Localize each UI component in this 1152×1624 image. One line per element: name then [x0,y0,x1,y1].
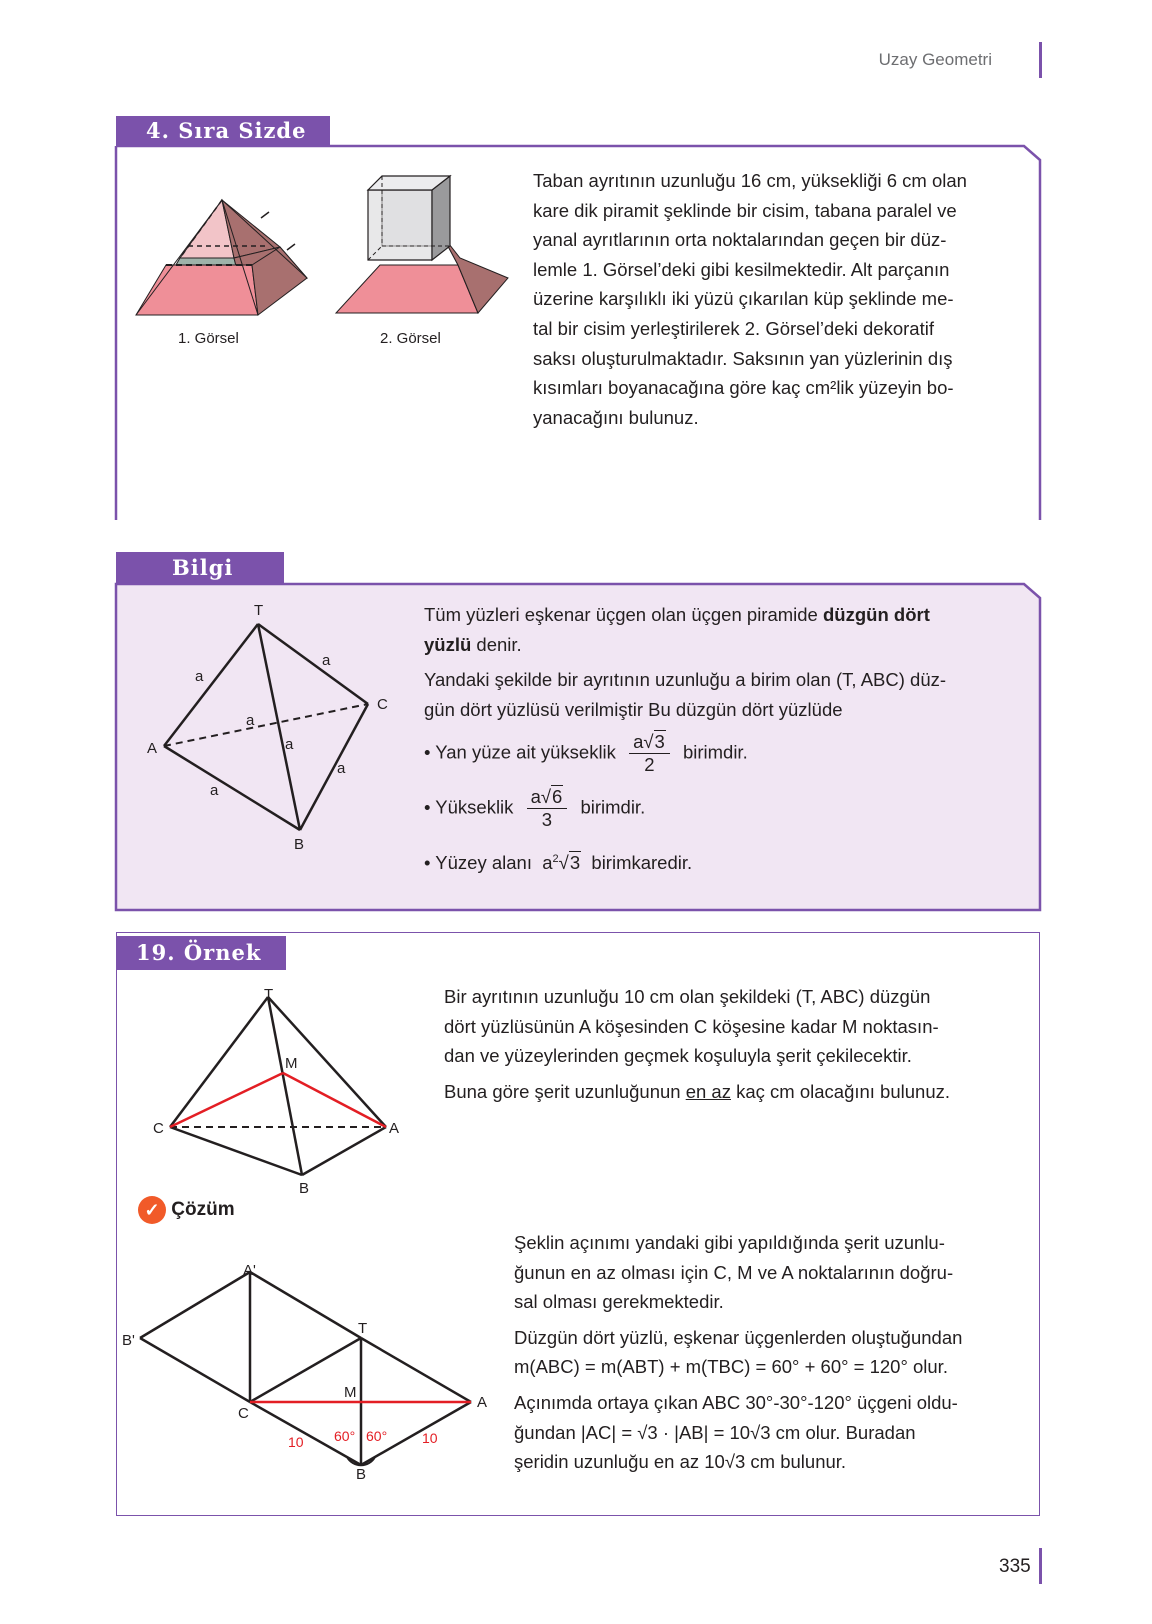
bullet-text: • Yüzey alanı [424,852,532,873]
solution-line: sal olması gerekmektedir. [514,1291,724,1313]
edge-label: a [210,782,219,799]
edge-label: a [285,736,294,753]
bullet-lateral-height [424,731,748,776]
text-line: üzerine karşılıklı iki yüzü çıkarılan küp şeklinde me- [533,288,954,310]
question-underlined: en az [685,1080,731,1102]
text-line: Taban ayrıtının uzunluğu 16 cm, yüksekliği 6 cm olan [533,170,967,191]
vertex-label-c: C [377,696,388,713]
vertex-label-a: A [389,1120,400,1137]
angle-equation: m(ABC) = m(ABT) + m(TBC) = 60° + 60° = 120° olur. [514,1356,948,1378]
bullet-surface-area: • Yüzey alanı $a^2√3$ birimkaredir. [424,852,693,873]
edge-length-label: 10 [288,1434,304,1450]
sqrt-radicand: 6 [552,786,563,807]
vertex-label-t: T [264,986,274,1003]
solution-line: Düzgün dört yüzlü, eşkenar üçgenlerden oluştuğundan [514,1326,963,1348]
bullet-text: • Yükseklik [424,796,514,818]
info-tab: Bilgi [116,552,284,584]
caption-figure-1: 1. Görsel [178,330,239,347]
bullet-height [424,786,645,831]
fraction-part: a [530,786,541,807]
solution-line: ğunun en az olması için C, M ve A noktalarının doğru- [514,1261,954,1283]
net-label-b-prime: B' [122,1332,135,1349]
info-text-span: Tüm yüzleri eşkenar üçgen olan üçgen piramide [424,604,823,625]
text-line: kısımları boyanacağına göre kaç cm²lik yüzeyin bo- [533,377,954,399]
text-line: kare dik piramit şeklinde bir cisim, tabana paralel ve [533,199,957,221]
text-line: yanacağını bulunuz. [533,406,699,428]
example-text [444,982,1016,1106]
info-line: Yandaki şekilde bir ayrıtının uzunluğu a birim olan (T, ABC) düz- [424,669,947,691]
footer-bar [1039,1548,1042,1584]
fraction: $\frac{a√3}{2}$ [629,731,670,776]
text-line: yanal ayrıtlarının orta noktalarından geçen bir düz- [533,229,947,251]
solution-line: Açınımda ortaya çıkan ABC 30°-30°-120° üçgeni oldu- [514,1391,958,1413]
pyramid-figure-1 [130,190,315,320]
net-label-m: M [344,1384,357,1401]
bullet-text: birimdir. [580,796,646,818]
solution-title: Çözüm [171,1199,235,1221]
page-number: 335 [999,1556,1031,1577]
info-line: gün dört yüzlüsü verilmiştir Bu düzgün dört yüzlüde [424,698,843,720]
fraction-den: 3 [541,809,553,830]
activity-tab: 4. Sıra Sizde [116,116,330,146]
example-line: dört yüzlüsünün A köşesinden C köşesine kadar M noktasın- [444,1015,939,1037]
tetrahedron-info-figure [140,600,400,860]
vertex-label-b: B [294,836,305,853]
text-line: lemle 1. Görsel’deki gibi kesilmektedir. Alt parçanın [533,258,950,280]
exponent: 2 [552,852,559,865]
example-tab: 19. Örnek [116,936,286,970]
net-label-t: T [358,1320,368,1337]
vertex-label-c: C [153,1120,164,1137]
solution-line: Şeklin açınımı yandaki gibi yapıldığında şerit uzunlu- [514,1232,945,1253]
net-label-a: A [477,1394,488,1411]
fraction-part: a [633,731,644,752]
angle-label: 60° [334,1428,356,1444]
formula-part: a [542,852,553,873]
example-line: Bir ayrıtının uzunluğu 10 cm olan şekildeki (T, ABC) düzgün [444,986,931,1007]
solution-header [138,1196,235,1224]
bullet-text: birimdir. [682,741,748,763]
angle-label: 60° [366,1428,388,1444]
bullet-text: • Yan yüze ait yükseklik [424,741,616,763]
edge-label: a [246,712,255,729]
fraction: $\frac{a√6}{3}$ [527,786,568,831]
text-line: saksı oluşturulmaktadır. Saksının yan yüzlerinin dış [533,347,953,369]
text-line: tal bir cisim yerleştirilerek 2. Görsel’deki dekoratif [533,317,934,339]
question-text: Buna göre şerit uzunluğunun [444,1080,686,1102]
info-bold-term: yüzlü [424,633,472,655]
info-text-span: denir. [471,633,522,655]
net-label-b: B [356,1466,367,1483]
vertex-label-a: A [147,740,158,757]
edge-label: a [322,652,331,669]
check-icon: ✓ [138,1196,166,1224]
vertex-label-b: B [299,1180,310,1197]
net-label-a-prime: A' [243,1262,256,1279]
info-text [424,600,1020,724]
net-figure [125,1250,505,1480]
sqrt-radicand: 3 [569,852,581,873]
edge-label: a [337,760,346,777]
question-text: kaç cm olacağını bulunuz. [730,1080,951,1102]
result-line: şeridin uzunluğu en az 10√3 cm bulunur. [514,1451,847,1473]
point-label-m: M [285,1055,298,1072]
sqrt-radicand: 3 [654,731,665,752]
bullet-text: birimkaredir. [591,852,693,873]
info-bold-term: düzgün dört [823,604,930,625]
vertex-label-t: T [254,602,264,619]
fraction-den: 2 [644,754,655,775]
pot-figure-2 [330,168,515,323]
length-equation: ğundan |AC| = √3 · |AB| = 10√3 cm olur. Buradan [514,1421,916,1443]
section-title: Uzay Geometri [878,50,992,69]
edge-length-label: 10 [422,1430,438,1446]
example-line: dan ve yüzeylerinden geçmek koşuluyla şerit çekilecektir. [444,1045,912,1067]
net-label-c: C [238,1405,249,1422]
edge-label: a [195,668,204,685]
solution-text [514,1228,1016,1477]
tetrahedron-example-figure [150,985,420,1195]
activity-text [533,166,1015,432]
caption-figure-2: 2. Görsel [380,330,441,347]
